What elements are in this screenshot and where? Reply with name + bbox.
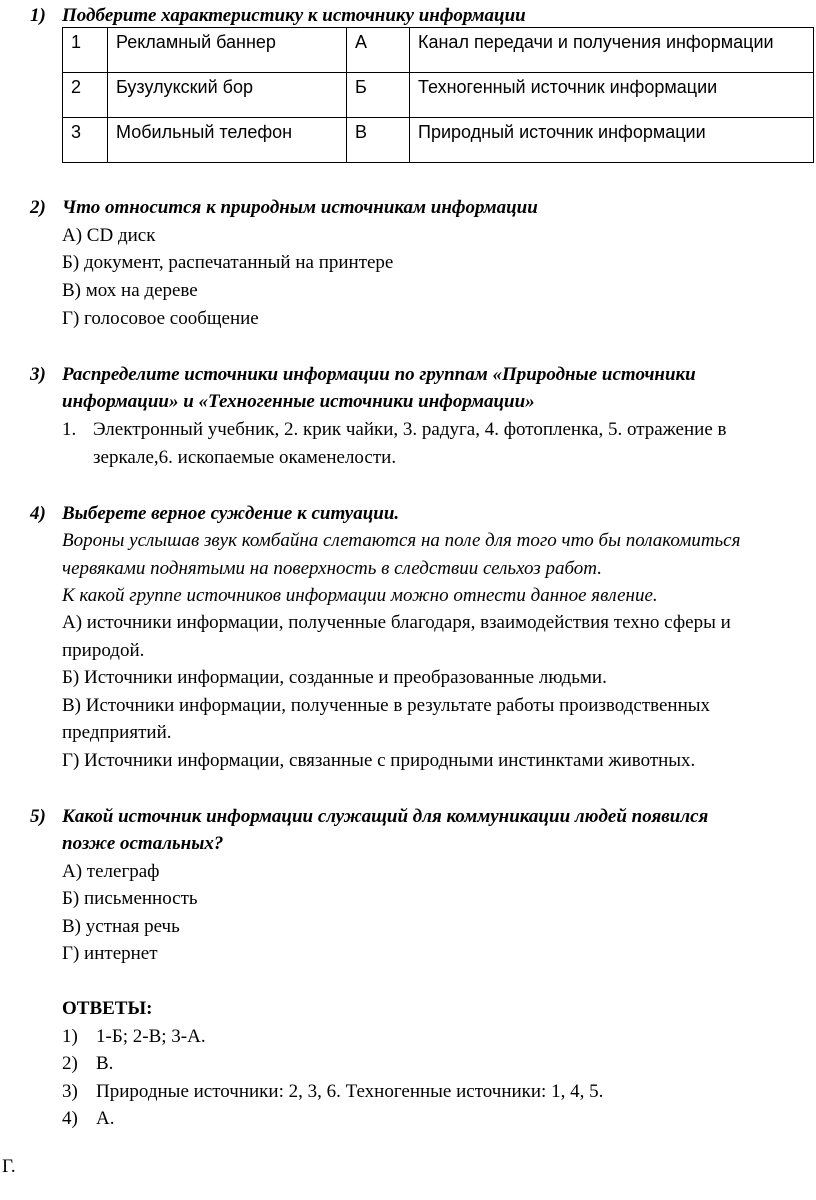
answer-number: 2) — [62, 1053, 78, 1074]
answer-text: А. — [96, 1108, 115, 1129]
sources-list-line1: Электронный учебник, 2. крик чайки, 3. радуга, 4. фотопленка, 5. отражение в — [93, 419, 727, 440]
situation-question: К какой группе источников информации можно отнести данное явление. — [62, 585, 658, 606]
question-1-text: Подберите характеристику к источнику информации — [62, 5, 526, 26]
characteristic-cell: Техногенный источник информации — [410, 73, 814, 118]
answer-text: В. — [96, 1053, 114, 1074]
answer-text: Природные источники: 2, 3, 6. Техногенные источники: 1, 4, 5. — [96, 1081, 604, 1102]
question-3-text-line2: информации» и «Техногенные источники информации» — [62, 391, 535, 412]
option-a-line2: природой. — [62, 640, 145, 661]
option-a: А) телеграф — [62, 861, 160, 882]
list-item-number: 1. — [62, 419, 77, 440]
question-3-number: 3) — [30, 364, 46, 385]
letter-cell: Б — [347, 73, 410, 118]
situation-line2: червяками поднятыми на поверхность в следствии сельхоз работ. — [62, 558, 602, 579]
question-3-text-line1: Распределите источники информации по группам «Природные источники — [62, 364, 696, 385]
question-5-number: 5) — [30, 806, 46, 827]
source-cell: Рекламный баннер — [108, 28, 347, 73]
option-d: Г) Источники информации, связанные с природными инстинктами животных. — [62, 750, 696, 771]
situation-line1: Вороны услышав звук комбайна слетаются на поле для того что бы полакомиться — [62, 530, 741, 551]
option-a-line1: А) источники информации, полученные благодаря, взаимодействия техно сферы и — [62, 612, 731, 633]
letter-cell: В — [347, 118, 410, 163]
table-row — [63, 73, 814, 118]
characteristic-cell: Природный источник информации — [410, 118, 814, 163]
option-c-line2: предприятий. — [62, 722, 172, 743]
question-1-number: 1) — [30, 5, 46, 26]
option-d: Г) интернет — [62, 943, 158, 964]
sources-list-line2: зеркале,6. ископаемые окаменелости. — [93, 447, 397, 468]
question-2-text: Что относится к природным источникам информации — [62, 197, 538, 218]
row-number: 1 — [63, 28, 108, 73]
question-2-number: 2) — [30, 197, 46, 218]
answer-number: 1) — [62, 1026, 78, 1047]
question-5-text-line2: позже остальных? — [62, 833, 224, 854]
answer-number: 3) — [62, 1081, 78, 1102]
source-cell: Бузулукский бор — [108, 73, 347, 118]
option-c-line1: В) Источники информации, полученные в результате работы производственных — [62, 695, 711, 716]
option-b: Б) документ, распечатанный на принтере — [62, 252, 394, 273]
question-5-text-line1: Какой источник информации служащий для коммуникации людей появился — [62, 806, 709, 827]
letter-cell: А — [347, 28, 410, 73]
source-cell: Мобильный телефон — [108, 118, 347, 163]
row-number: 2 — [63, 73, 108, 118]
option-d: Г) голосовое сообщение — [62, 308, 259, 329]
option-b: Б) письменность — [62, 888, 198, 909]
table-row — [63, 28, 814, 73]
option-a: А) CD диск — [62, 225, 156, 246]
answer-number: 4) — [62, 1108, 78, 1129]
answers-title: ОТВЕТЫ: — [62, 998, 153, 1019]
row-number: 3 — [63, 118, 108, 163]
option-c: В) мох на дереве — [62, 280, 198, 301]
matching-table — [62, 27, 814, 163]
characteristic-cell: Канал передачи и получения информации — [410, 28, 814, 73]
option-b: Б) Источники информации, созданные и преобразованные людьми. — [62, 667, 607, 688]
answer-text: 1-Б; 2-В; 3-А. — [96, 1026, 206, 1047]
trailing-answer: Г. — [2, 1156, 16, 1177]
option-c: В) устная речь — [62, 916, 180, 937]
table-row — [63, 118, 814, 163]
question-4-text: Выберете верное суждение к ситуации. — [62, 503, 400, 524]
question-4-number: 4) — [30, 503, 46, 524]
